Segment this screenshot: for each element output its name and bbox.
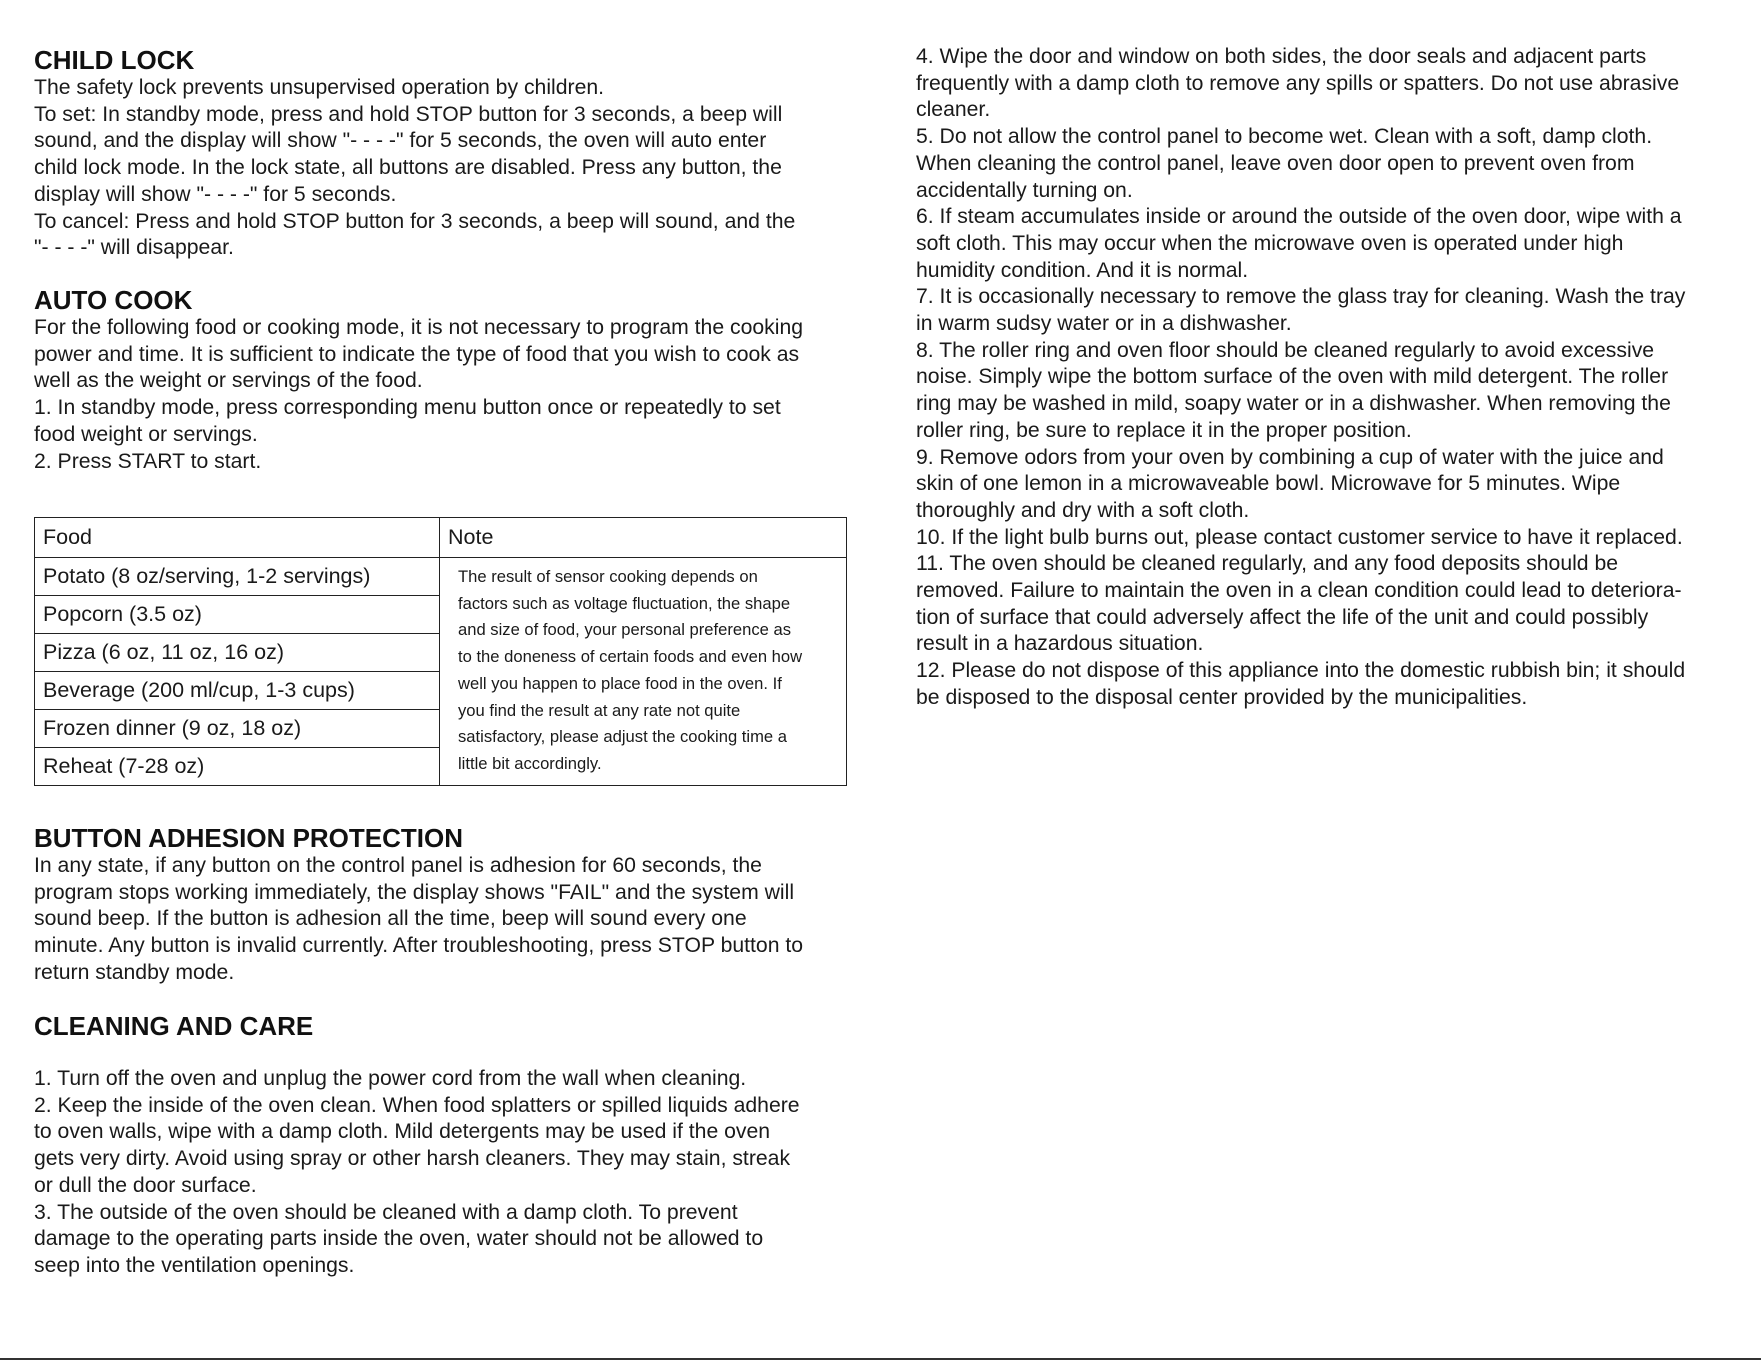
text-line: 2. Keep the inside of the oven clean. When food splatters or spilled liquids adhere (34, 1093, 800, 1117)
text-line: ring may be washed in mild, soapy water or in a dishwasher. When removing the (916, 392, 1671, 416)
text-line: For the following food or cooking mode, it is not necessary to program the cooking (34, 316, 804, 339)
note-cell (440, 558, 847, 786)
text-line: 3. The outside of the oven should be cleaned with a damp cloth. To prevent (34, 1200, 738, 1224)
text-line: 6. If steam accumulates inside or around the outside of the oven door, wipe with a (916, 205, 1682, 229)
text-line: program stops working immediately, the display shows "FAIL" and the system will (34, 880, 795, 904)
note-column-header: Note (440, 518, 847, 558)
text-line: 1. In standby mode, press corresponding menu button once or repeatedly to set (34, 396, 781, 420)
text-line: to oven walls, wipe with a damp cloth. Mild detergents may be used if the oven (34, 1120, 771, 1144)
child-lock-section (34, 45, 795, 262)
text-line: minute. Any button is invalid currently. After troubleshooting, press STOP button to (34, 934, 804, 958)
note-line: well you happen to place food in the oven. If (458, 673, 782, 693)
page-bottom-rule (0, 1358, 1761, 1360)
note-line: to the doneness of certain foods and even how (458, 647, 803, 667)
text-line: power and time. It is sufficient to indicate the type of food that you wish to cook as (34, 342, 800, 366)
food-cell: Popcorn (3.5 oz) (35, 596, 440, 634)
table-header-row (35, 518, 847, 558)
auto-cook-text (34, 315, 803, 475)
text-line: 1. Turn off the oven and unplug the power cord from the wall when cleaning. (34, 1067, 747, 1090)
right-column (916, 44, 1736, 712)
text-line: To set: In standby mode, press and hold STOP button for 3 seconds, a beep will (34, 102, 783, 126)
text-line: skin of one lemon in a microwaveable bowl. Microwave for 5 minutes. Wipe (916, 472, 1621, 496)
cleaning-heading: CLEANING AND CARE (34, 1011, 314, 1041)
text-line: damage to the operating parts inside the oven, water should not be allowed to (34, 1227, 764, 1251)
text-line: result in a hazardous situation. (916, 632, 1204, 656)
text-line: or dull the door surface. (34, 1173, 257, 1197)
cleaning-section (34, 1011, 313, 1041)
child-lock-text (34, 75, 795, 262)
text-line: noise. Simply wipe the bottom surface of the oven with mild detergent. The roller (916, 365, 1669, 389)
child-lock-heading: CHILD LOCK (34, 45, 195, 75)
text-line: When cleaning the control panel, leave oven door open to prevent oven from (916, 151, 1635, 175)
note-line: little bit accordingly. (458, 753, 602, 773)
text-line: accidentally turning on. (916, 178, 1133, 202)
text-line: 2. Press START to start. (34, 449, 262, 473)
cleaning-continued-text (916, 44, 1736, 712)
text-line: removed. Failure to maintain the oven in a clean condition could lead to deteriora- (916, 579, 1682, 603)
food-cell: Beverage (200 ml/cup, 1-3 cups) (35, 672, 440, 710)
text-line: cleaner. (916, 98, 991, 122)
cleaning-text (34, 1066, 800, 1280)
note-line: factors such as voltage fluctuation, the shape (458, 593, 791, 613)
text-line: 9. Remove odors from your oven by combining a cup of water with the juice and (916, 445, 1664, 469)
note-line: The result of sensor cooking depends on (458, 567, 758, 586)
text-line: 8. The roller ring and oven floor should be cleaned regularly to avoid excessive (916, 338, 1655, 362)
text-line: be disposed to the disposal center provided by the municipalities. (916, 685, 1528, 709)
text-line: humidity condition. And it is normal. (916, 258, 1249, 282)
text-line: The safety lock prevents unsupervised operation by children. (34, 76, 605, 99)
text-line: child lock mode. In the lock state, all buttons are disabled. Press any button, the (34, 156, 782, 180)
text-line: sound beep. If the button is adhesion all the time, beep will sound every one (34, 907, 747, 931)
text-line: sound, and the display will show "- - - -" for 5 seconds, the oven will auto enter (34, 129, 767, 153)
text-line: 10. If the light bulb burns out, please contact customer service to have it replaced. (916, 525, 1683, 549)
note-line: you find the result at any rate not quite (458, 700, 741, 720)
text-line: in warm sudsy water or in a dishwasher. (916, 312, 1292, 336)
auto-cook-table (34, 517, 847, 786)
text-line: 11. The oven should be cleaned regularly, and any food deposits should be (916, 552, 1619, 576)
food-cell: Reheat (7-28 oz) (35, 748, 440, 786)
text-line: seep into the ventilation openings. (34, 1253, 355, 1277)
text-line: soft cloth. This may occur when the microwave oven is operated under high (916, 231, 1624, 255)
food-cell: Potato (8 oz/serving, 1-2 servings) (35, 558, 440, 596)
text-line: To cancel: Press and hold STOP button for 3 seconds, a beep will sound, and the (34, 209, 796, 233)
text-line: 4. Wipe the door and window on both sides, the door seals and adjacent parts (916, 45, 1647, 68)
text-line: food weight or servings. (34, 422, 258, 446)
food-cell: Pizza (6 oz, 11 oz, 16 oz) (35, 634, 440, 672)
auto-cook-heading: AUTO COOK (34, 285, 193, 315)
text-line: 7. It is occasionally necessary to remove the glass tray for cleaning. Wash the tray (916, 285, 1686, 309)
button-adhesion-text (34, 853, 803, 987)
note-line: and size of food, your personal preference as (458, 620, 792, 640)
button-adhesion-section (34, 823, 803, 987)
text-line: gets very dirty. Avoid using spray or other harsh cleaners. They may stain, streak (34, 1147, 791, 1171)
text-line: return standby mode. (34, 960, 235, 984)
text-line: frequently with a damp cloth to remove any spills or spatters. Do not use abrasive (916, 71, 1680, 95)
text-line: 5. Do not allow the control panel to become wet. Clean with a soft, damp cloth. (916, 125, 1653, 149)
text-line: "- - - -" will disappear. (34, 236, 234, 260)
text-line: well as the weight or servings of the food. (34, 369, 423, 393)
table-row (35, 558, 847, 596)
auto-cook-section (34, 285, 803, 475)
button-adhesion-heading: BUTTON ADHESION PROTECTION (34, 823, 464, 853)
text-line: In any state, if any button on the control panel is adhesion for 60 seconds, the (34, 854, 762, 877)
food-cell: Frozen dinner (9 oz, 18 oz) (35, 710, 440, 748)
food-column-header: Food (35, 518, 440, 558)
note-line: satisfactory, please adjust the cooking time a (458, 727, 787, 747)
text-line: 12. Please do not dispose of this appliance into the domestic rubbish bin; it should (916, 659, 1686, 683)
text-line: roller ring, be sure to replace it in the proper position. (916, 418, 1412, 442)
text-line: thoroughly and dry with a soft cloth. (916, 498, 1250, 522)
text-line: display will show "- - - -" for 5 seconds. (34, 182, 397, 206)
text-line: tion of surface that could adversely affect the life of the unit and could possibly (916, 605, 1649, 629)
